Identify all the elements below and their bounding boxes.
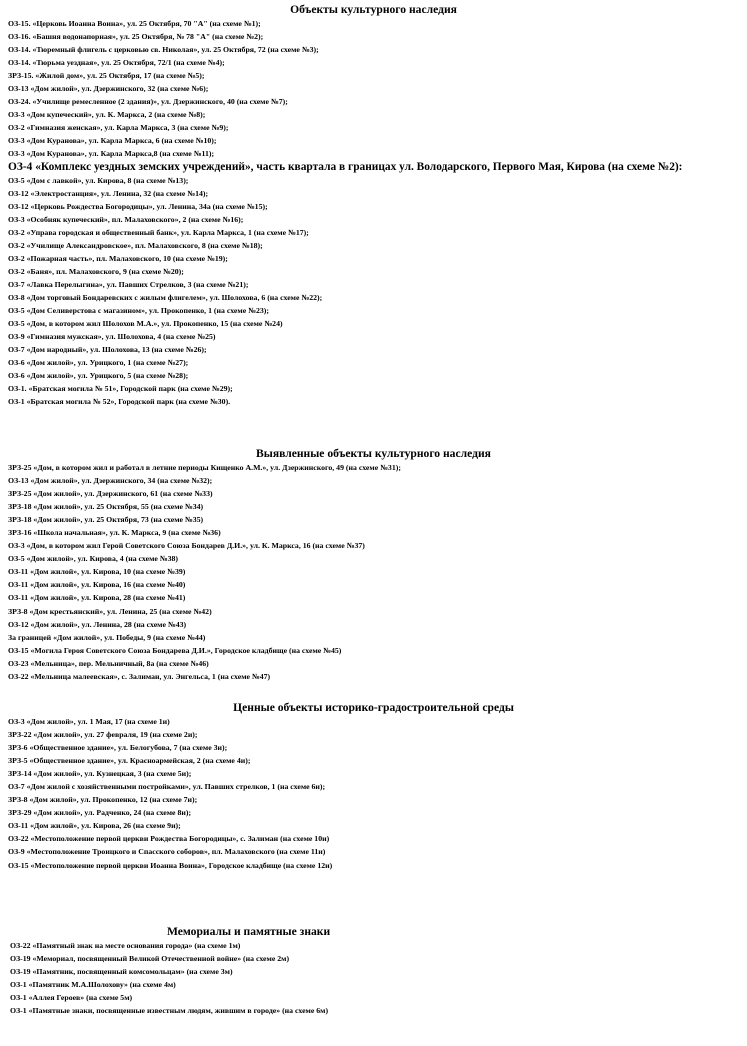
list-item: ОЗ-9 «Местоположение Троицкого и Спасского соборов», пл. Малаховского (на схеме 11и) xyxy=(8,847,326,857)
list-item: ЗРЗ-16 «Школа начальная», ул. К. Маркса, 9 (на схеме №36) xyxy=(8,528,221,538)
list-item: ОЗ-12 «Дом жилой», ул. Ленина, 28 (на схеме №43) xyxy=(8,619,187,629)
list-item: ОЗ-24. «Училище ремесленное (2 здания)», ул. Дзержинского, 40 (на схеме №7); xyxy=(8,97,288,107)
list-item: ОЗ-2 «Управа городская и общественный банк», ул. Карла Маркса, 1 (на схеме №17); xyxy=(8,227,309,237)
list-item: ЗРЗ-8 «Дом жилой», ул. Прокопенко, 12 (на схеме 7и); xyxy=(8,795,198,805)
list-item: ОЗ-15. «Церковь Иоанна Воина», ул. 25 Октября, 70 "А" (на схеме №1); xyxy=(8,19,261,28)
list-item: ОЗ-8 «Дом торговый Бондаревских с жилым флигелем», ул. Шолохова, 6 (на схеме №22); xyxy=(8,292,323,302)
list-item: ЗРЗ-25 «Дом, в котором жил и работал в летние периоды Кищенко А.М.», ул. Дзержинского, 49 (на схеме №31); xyxy=(8,463,401,472)
section-heading: Объекты культурного наследия xyxy=(290,3,457,16)
list-item: ОЗ-3 «Дом Куранова», ул. Карла Маркса,8 (на схеме №11); xyxy=(8,149,215,159)
list-item: ЗРЗ-25 «Дом жилой», ул. Дзержинского, 61 (на схеме №33) xyxy=(8,489,213,499)
entry-list xyxy=(0,939,747,1017)
list-item: ОЗ-2 «Баня», пл. Малаховского, 9 (на схеме №20); xyxy=(8,266,184,276)
list-item: ЗРЗ-15. «Жилой дом», ул. 25 Октября, 17 (на схеме №5); xyxy=(8,71,205,81)
entry-list xyxy=(0,715,747,872)
list-item: ОЗ-3 «Дом жилой», ул. 1 Мая, 17 (на схеме 1и) xyxy=(8,717,170,726)
section-heading: Мемориалы и памятные знаки xyxy=(167,925,331,938)
list-item: ОЗ-11 «Дом жилой», ул. Кирова, 28 (на схеме №41) xyxy=(8,593,186,603)
list-item: ОЗ-11 «Дом жилой», ул. Кирова, 10 (на схеме №39) xyxy=(8,567,186,577)
entry-list xyxy=(0,461,747,683)
list-item: ОЗ-7 «Дом жилой с хозяйственными постройками», ул. Павших стрелков, 1 (на схеме 6и); xyxy=(8,782,326,792)
list-item: ОЗ-9 «Гимназия мужская», ул. Шолохова, 4 (на схеме №25) xyxy=(8,332,216,342)
list-item: ОЗ-13 «Дом жилой», ул. Дзержинского, 34 (на схеме №32); xyxy=(8,476,213,486)
list-item: ЗРЗ-8 «Дом крестьянский», ул. Ленина, 25 (на схеме №42) xyxy=(8,606,212,616)
section-memorials xyxy=(0,925,747,1017)
list-item: ОЗ-16. «Башня водонапорная», ул. 25 Октября, № 78 "А" (на схеме №2); xyxy=(8,32,264,42)
section-cultural-heritage xyxy=(0,3,747,408)
list-item: ОЗ-19 «Мемориал, посвященный Великой Отечественной войне» (на схеме 2м) xyxy=(10,954,290,964)
list-item: ОЗ-12 «Церковь Рождества Богородицы», ул. Ленина, 34а (на схеме №15); xyxy=(8,201,268,211)
list-item: ОЗ-7 «Лавка Перелыгина», ул. Павших Стрелков, 3 (на схеме №21); xyxy=(8,279,249,289)
list-item: ОЗ-14. «Тюремный флигель с церковью св. Николая», ул. 25 Октября, 72 (на схеме №3); xyxy=(8,45,319,55)
list-item: ОЗ-23 «Мельница», пер. Мельничный, 8а (на схеме №46) xyxy=(8,658,209,668)
list-item: ОЗ-14. «Тюрьма уездная», ул. 25 Октября, 72/1 (на схеме №4); xyxy=(8,58,225,68)
list-item: ОЗ-13 «Дом жилой», ул. Дзержинского, 32 (на схеме №6); xyxy=(8,84,209,94)
list-item: ОЗ-15 «Местоположение первой церкви Иоанна Воина», Городское кладбище (на схеме 12и) xyxy=(8,860,333,870)
section-identified-heritage xyxy=(0,447,747,683)
list-item: ОЗ-15 «Могила Героя Советского Союза Бондарева Д.И.», Городское кладбище (на схеме №45) xyxy=(8,645,342,655)
list-item: ОЗ-22 «Памятный знак на месте основания города» (на схеме 1м) xyxy=(10,941,241,950)
list-item: За границей «Дом жилой», ул. Победы, 9 (на схеме №44) xyxy=(8,632,206,642)
list-item: ЗРЗ-6 «Общественное здание», ул. Белогубова, 7 (на схеме 3и); xyxy=(8,743,228,753)
list-item: ЗРЗ-5 «Общественное здание», ул. Красноармейская, 2 (на схеме 4и); xyxy=(8,756,251,766)
list-item: ОЗ-7 «Дом народный», ул. Шолохова, 13 (на схеме №26); xyxy=(8,345,207,355)
list-item: ОЗ-1 «Братская могила № 52», Городской парк (на схеме №30). xyxy=(8,397,231,407)
list-item: ОЗ-5 «Дом с лавкой», ул. Кирова, 8 (на схеме №13); xyxy=(8,175,189,185)
list-item: ОЗ-3 «Дом, в котором жил Герой Советского Союза Бондарев Д.И.», ул. К. Маркса, 16 (на схеме №37) xyxy=(8,541,365,551)
list-item: ЗРЗ-29 «Дом жилой», ул. Радченко, 24 (на схеме 8и); xyxy=(8,808,192,818)
list-item: ОЗ-1 «Памятные знаки, посвященные известным людям, жившим в городе» (на схеме 6м) xyxy=(10,1006,329,1016)
list-item: ОЗ-19 «Памятник, посвященный комсомольцам» (на схеме 3м) xyxy=(10,967,233,977)
list-item: ОЗ-1 «Аллея Героев» (на схеме 5м) xyxy=(10,993,133,1003)
list-item: ОЗ-5 «Дом жилой», ул. Кирова, 4 (на схеме №38) xyxy=(8,554,179,564)
section-heading: Выявленные объекты культурного наследия xyxy=(256,447,491,460)
list-item: ОЗ-2 «Гимназия женская», ул. Карла Маркса, 3 (на схеме №9); xyxy=(8,123,229,133)
list-item: ОЗ-2 «Училище Александровское», пл. Малаховского, 8 (на схеме №18); xyxy=(8,240,263,250)
list-item: ОЗ-6 «Дом жилой», ул. Урицкого, 1 (на схеме №27); xyxy=(8,358,189,368)
list-item: ОЗ-6 «Дом жилой», ул. Урицкого, 5 (на схеме №28); xyxy=(8,371,189,381)
list-item: ЗРЗ-18 «Дом жилой», ул. 25 Октября, 73 (на схеме №35) xyxy=(8,515,204,525)
list-item: ОЗ-3 «Дом купеческий», ул. К. Маркса, 2 (на схеме №8); xyxy=(8,110,206,120)
list-item: ОЗ-4 «Комплекс уездных земских учреждений», часть квартала в границах ул. Володарского, Первого Мая, Кирова (на схеме №2): xyxy=(8,160,683,173)
list-item: ЗРЗ-18 «Дом жилой», ул. 25 Октября, 55 (на схеме №34) xyxy=(8,502,204,512)
section-valuable-objects xyxy=(0,701,747,872)
list-item: ОЗ-11 «Дом жилой», ул. Кирова, 16 (на схеме №40) xyxy=(8,580,186,590)
list-item: ОЗ-2 «Пожарная часть», пл. Малаховского, 10 (на схеме №19); xyxy=(8,253,228,263)
list-item: ОЗ-5 «Дом Селиверстова с магазином», ул. Прокопенко, 1 (на схеме №23); xyxy=(8,306,269,316)
list-item: ОЗ-1. «Братская могила № 51», Городской парк (на схеме №29); xyxy=(8,384,233,394)
list-item: ОЗ-3 «Особняк купеческий», пл. Малаховского», 2 (на схеме №16); xyxy=(8,214,244,224)
list-item: ОЗ-11 «Дом жилой», ул. Кирова, 26 (на схеме 9и); xyxy=(8,821,181,831)
list-item: ОЗ-12 «Электростанция», ул. Ленина, 32 (на схеме №14); xyxy=(8,188,209,198)
list-item: ОЗ-3 «Дом Куранова», ул. Карла Маркса, 6 (на схеме №10); xyxy=(8,136,217,146)
entry-list xyxy=(0,17,747,408)
list-item: ЗРЗ-14 «Дом жилой», ул. Кузнецкая, 3 (на схеме 5и); xyxy=(8,769,192,779)
list-item: ЗРЗ-22 «Дом жилой», ул. 27 февраля, 19 (на схеме 2и); xyxy=(8,730,198,740)
list-item: ОЗ-5 «Дом, в котором жил Шолохов М.А.», ул. Прокопенко, 15 (на схеме №24) xyxy=(8,319,283,329)
list-item: ОЗ-1 «Памятник М.А.Шолохову» (на схеме 4м) xyxy=(10,980,176,990)
section-heading: Ценные объекты историко-градостроительной среды xyxy=(233,701,514,714)
list-item: ОЗ-22 «Мельница малеевская», с. Залиман, ул. Энгельса, 1 (на схеме №47) xyxy=(8,671,271,681)
list-item: ОЗ-22 «Местоположение первой церкви Рождества Богородицы», с. Залиман (на схеме 10и) xyxy=(8,834,330,844)
